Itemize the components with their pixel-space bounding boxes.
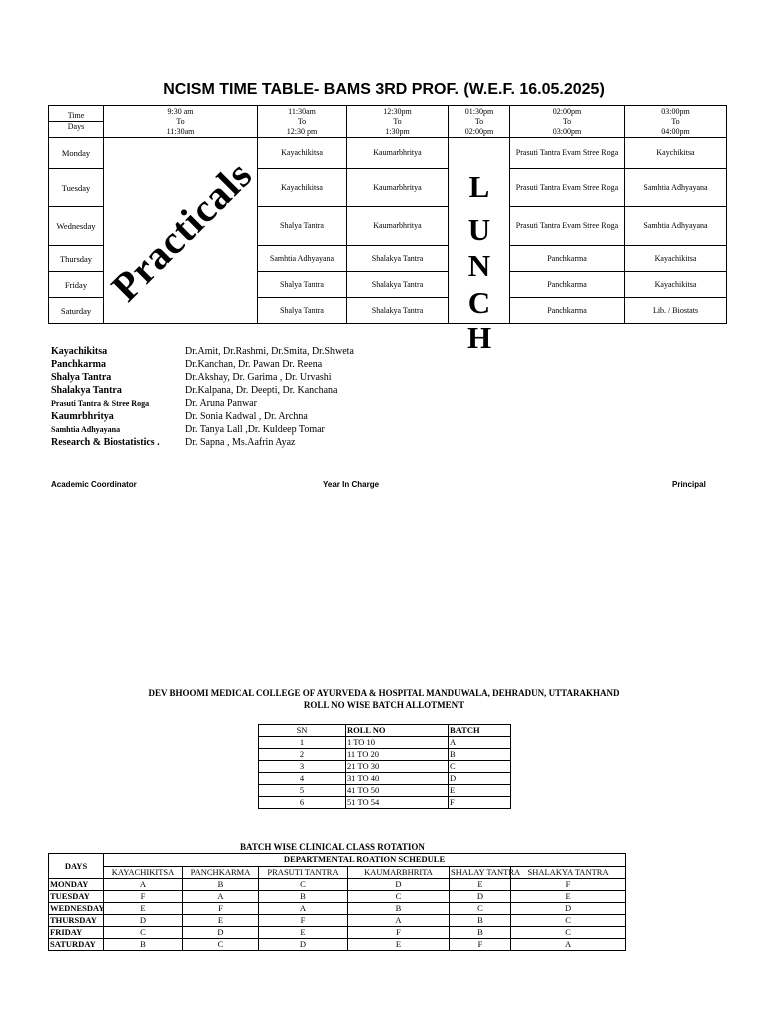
table-cell: A (259, 903, 348, 915)
table-cell: DEPARTMENTAL ROATION SCHEDULE (104, 854, 626, 867)
cell: Samhtia Adhyayana (625, 169, 727, 207)
header-text: Dr. Sapna , Ms.Aafrin Ayaz (185, 437, 296, 448)
table-cell: 2 (259, 749, 346, 761)
header-text: 01:30pm (464, 106, 494, 116)
table-cell: SN (259, 725, 346, 737)
table-cell: 1 TO 10 (346, 737, 449, 749)
table-cell: C (348, 891, 450, 903)
day-saturday: Saturday (49, 298, 104, 324)
rotation-title: BATCH WISE CLINICAL CLASS ROTATION (240, 842, 425, 852)
table-row (49, 915, 626, 927)
practicals-block (102, 138, 261, 324)
header-text: 11:30am (166, 126, 195, 136)
table-cell: B (259, 891, 348, 903)
cell: Panchkarma (510, 298, 625, 324)
header-text: Panchkarma (51, 359, 106, 370)
day-thursday: Thursday (49, 246, 104, 272)
table-cell: BATCH (449, 725, 511, 737)
cell: Kayachikitsa (258, 169, 347, 207)
header-text: Samhtia Adhyayana (51, 425, 121, 434)
slot-header-4 (449, 106, 510, 138)
lunch-letter: H (466, 320, 492, 355)
cell: Prasuti Tantra Evam Stree Roga (510, 138, 625, 169)
college-heading (0, 687, 768, 711)
table-cell: C (450, 903, 511, 915)
header-text: Days (67, 122, 85, 131)
header-text: Dr.Amit, Dr.Rashmi, Dr.Smita, Dr.Shweta (185, 346, 354, 357)
lunch-letter: N (467, 248, 491, 283)
header-text: 02:00pm (464, 126, 494, 136)
faculty-row (51, 397, 485, 410)
table-cell: PRASUTI TANTRA (259, 866, 348, 879)
cell: Panchkarma (510, 246, 625, 272)
cell: Kaychikitsa (625, 138, 727, 169)
header-text: To (393, 116, 402, 126)
cell: Shalakya Tantra (347, 272, 449, 298)
cell: Panchkarma (510, 272, 625, 298)
table-cell: D (450, 891, 511, 903)
lunch-block (449, 138, 510, 355)
table-row (49, 903, 626, 915)
cell: Kaumarbhritya (347, 138, 449, 169)
table-row (259, 785, 511, 797)
table-cell: D (259, 939, 348, 951)
cell: Shalya Tantra (258, 207, 347, 246)
table-cell: ROLL NO (346, 725, 449, 737)
table-header-row (259, 725, 511, 737)
cell: Kayachikitsa (625, 272, 727, 298)
faculty-list (51, 345, 485, 449)
header-text: 12:30pm (383, 106, 412, 116)
table-row (259, 749, 511, 761)
table-cell: 41 TO 50 (346, 785, 449, 797)
faculty-row (51, 358, 485, 371)
table-cell: 11 TO 20 (346, 749, 449, 761)
header-text: 12:30 pm (286, 126, 318, 136)
table-row (259, 773, 511, 785)
table-cell: B (449, 749, 511, 761)
table-row (259, 797, 511, 809)
slot-header-2 (258, 106, 347, 138)
lunch-letter: U (467, 212, 491, 247)
table-cell: KAUMARBHRITA (348, 866, 450, 879)
table-cell: F (449, 797, 511, 809)
cell: Prasuti Tantra Evam Stree Roga (510, 207, 625, 246)
cell: Kaumarbhritya (347, 207, 449, 246)
table-cell: 1 (259, 737, 346, 749)
header-text: Dr.Kanchan, Dr. Pawan Dr. Reena (185, 359, 323, 370)
day-friday: Friday (49, 272, 104, 298)
table-cell: D (183, 927, 259, 939)
header-text: Dr. Sonia Kadwal , Dr. Archna (185, 411, 308, 422)
header-text: Dr. Tanya Lall ,Dr. Kuldeep Tomar (185, 424, 325, 435)
rotation-table (48, 853, 626, 951)
header-text: 04:00pm (661, 126, 690, 136)
table-cell: C (449, 761, 511, 773)
cell: Shalya Tantra (258, 298, 347, 324)
faculty-row (51, 410, 485, 423)
header-text: 9:30 am (167, 106, 194, 116)
table-header-row (49, 854, 626, 867)
table-cell: A (449, 737, 511, 749)
table-row (259, 737, 511, 749)
slot-header-6 (625, 106, 727, 138)
header-text: To (562, 116, 572, 126)
header-text: 11:30am (288, 106, 316, 116)
header-text: To (474, 116, 484, 126)
cell: Samhtia Adhyayana (625, 207, 727, 246)
table-cell: PANCHKARMA (183, 866, 259, 879)
header-text: 03:00pm (661, 106, 690, 116)
table-cell: WEDNESDAY (50, 903, 105, 913)
table-cell: B (450, 927, 511, 939)
college-name: DEV BHOOMI MEDICAL COLLEGE OF AYURVEDA & HOSPITAL MANDUWALA, DEHRADUN, UTTARAKHAND (148, 688, 620, 698)
header-text: Kaumrbhritya (51, 411, 114, 422)
principal-signature: Principal (672, 480, 706, 489)
day-wednesday: Wednesday (49, 207, 104, 246)
day-tuesday: Tuesday (49, 169, 104, 207)
table-cell: F (348, 927, 450, 939)
table-cell: DAYS (49, 854, 104, 879)
table-cell: E (259, 927, 348, 939)
table-row (49, 879, 626, 891)
table-cell: A (104, 879, 183, 891)
table-row (49, 939, 626, 951)
table-cell: SHALAY TANTRA (451, 866, 521, 877)
slot-header-5 (510, 106, 625, 138)
table-cell: 5 (259, 785, 346, 797)
table-row (259, 761, 511, 773)
table-row (49, 891, 626, 903)
table-cell: C (104, 927, 183, 939)
header-text: Research & Biostatistics . (51, 437, 160, 448)
table-cell: SHALAKYA TANTRA (511, 866, 626, 879)
lunch-letter: C (467, 285, 491, 320)
table-cell: F (183, 903, 259, 915)
faculty-row (51, 371, 485, 384)
table-cell: C (511, 915, 626, 927)
table-cell: D (104, 915, 183, 927)
table-cell: F (104, 891, 183, 903)
table-cell: FRIDAY (49, 927, 104, 939)
table-cell: 31 TO 40 (346, 773, 449, 785)
header-text: Dr.Akshay, Dr. Garima , Dr. Urvashi (185, 372, 332, 383)
allotment-title: ROLL NO WISE BATCH ALLOTMENT (303, 700, 465, 710)
table-cell: E (449, 785, 511, 797)
table-cell: F (511, 879, 626, 891)
table-cell: D (511, 903, 626, 915)
page-title: NCISM TIME TABLE- BAMS 3RD PROF. (W.E.F. 16.05.2025) (163, 81, 605, 98)
table-cell: E (348, 939, 450, 951)
table-cell: 3 (259, 761, 346, 773)
header-text: Kayachikitsa (51, 346, 108, 357)
cell: Kayachikitsa (258, 138, 347, 169)
header-text: Prasuti Tantra & Stree Roga (51, 399, 150, 408)
table-cell: A (348, 915, 450, 927)
table-cell: B (104, 939, 183, 951)
header-text: Shalya Tantra (51, 372, 112, 383)
cell: Prasuti Tantra Evam Stree Roga (510, 169, 625, 207)
practicals-label: Practicals (102, 151, 261, 310)
cell: Kayachikitsa (625, 246, 727, 272)
table-cell: E (183, 915, 259, 927)
year-in-charge-signature: Year In Charge (323, 480, 380, 489)
table-cell: C (259, 879, 348, 891)
cell: Kaumarbhritya (347, 169, 449, 207)
faculty-row (51, 436, 485, 449)
lunch-letter: L (468, 169, 490, 204)
table-cell: B (348, 903, 450, 915)
header-text: To (176, 116, 185, 126)
table-cell: 21 TO 30 (346, 761, 449, 773)
cell: Shalya Tantra (258, 272, 347, 298)
table-cell: 4 (259, 773, 346, 785)
table-cell: F (259, 915, 348, 927)
slot-header-1 (104, 106, 258, 138)
table-cell: A (511, 939, 626, 951)
header-text: 1:30pm (385, 126, 410, 136)
faculty-row (51, 423, 485, 436)
header-text: To (671, 116, 680, 126)
table-cell: C (511, 927, 626, 939)
academic-coordinator-signature: Academic Coordinator (51, 480, 137, 489)
slot-header-3 (347, 106, 449, 138)
table-cell: E (450, 879, 511, 891)
faculty-row (51, 384, 485, 397)
roll-batch-table (258, 724, 511, 809)
table-cell: SATURDAY (49, 939, 104, 951)
cell: Lib. / Biostats (625, 298, 727, 324)
table-cell: 51 TO 54 (346, 797, 449, 809)
table-cell: B (183, 879, 259, 891)
table-cell: B (450, 915, 511, 927)
table-cell: 6 (259, 797, 346, 809)
table-cell: MONDAY (49, 879, 104, 891)
table-cell: KAYACHIKITSA (104, 866, 183, 879)
table-cell: F (450, 939, 511, 951)
cell: Shalakya Tantra (347, 298, 449, 324)
table-cell: THURSDAY (49, 915, 104, 927)
header-text: 03:00pm (552, 126, 582, 136)
time-days-header (49, 106, 104, 138)
header-text: Dr. Aruna Panwar (185, 398, 257, 409)
header-text: Dr.Kalpana, Dr. Deepti, Dr. Kanchana (185, 385, 338, 396)
cell: Shalakya Tantra (347, 246, 449, 272)
header-text: To (297, 116, 307, 126)
cell: Samhtia Adhyayana (258, 246, 347, 272)
table-cell: E (511, 891, 626, 903)
table-row (49, 927, 626, 939)
header-text: 02:00pm (552, 106, 582, 116)
faculty-row (51, 345, 485, 358)
table-cell: TUESDAY (49, 891, 104, 903)
day-monday: Monday (49, 138, 104, 169)
table-cell: C (183, 939, 259, 951)
header-text: Time (67, 111, 85, 120)
header-text: Shalakya Tantra (51, 385, 122, 396)
table-cell: A (183, 891, 259, 903)
table-cell: D (449, 773, 511, 785)
table-cell: E (104, 903, 183, 915)
table-header-row (49, 866, 626, 879)
table-cell: D (348, 879, 450, 891)
